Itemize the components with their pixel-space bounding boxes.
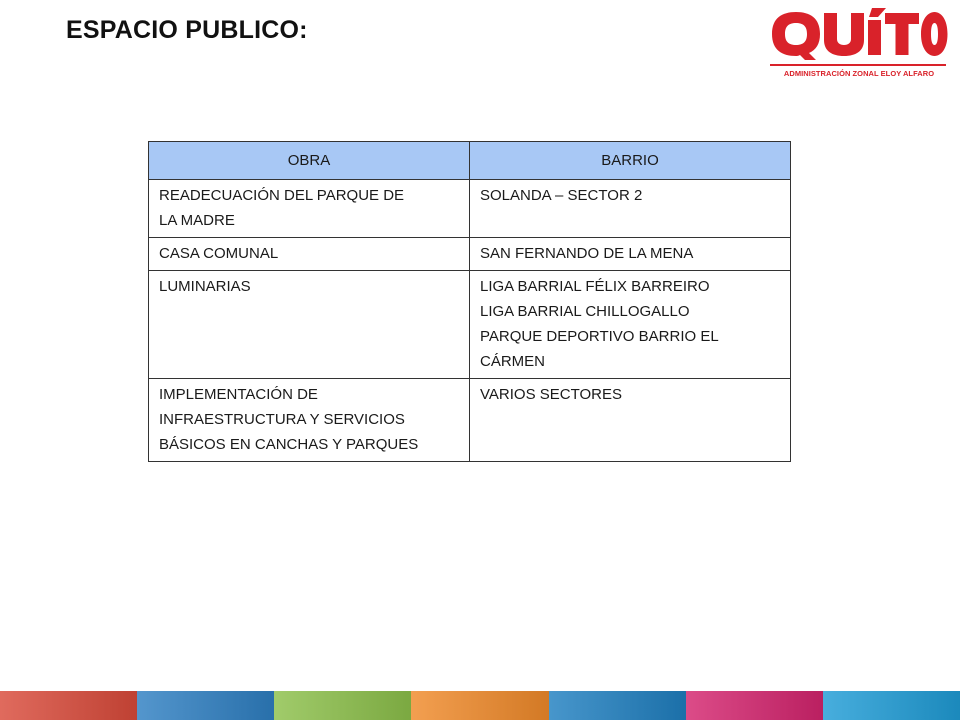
table-row	[149, 271, 791, 379]
page-title: ESPACIO PUBLICO:	[66, 16, 308, 44]
obras-table	[148, 141, 791, 462]
footer-color-strip	[0, 691, 960, 720]
logo-rule	[770, 64, 946, 66]
cell-barrio	[470, 271, 791, 379]
cell-line: BÁSICOS EN CANCHAS Y PARQUES	[159, 436, 419, 453]
cell-obra	[149, 238, 470, 271]
strip-segment	[137, 691, 274, 720]
cell-line: LUMINARIAS	[159, 278, 251, 295]
cell-barrio	[470, 238, 791, 271]
strip-segment	[0, 691, 137, 720]
cell-obra	[149, 271, 470, 379]
cell-line: LIGA BARRIAL FÉLIX BARREIRO	[480, 278, 710, 295]
quito-letters	[772, 8, 948, 60]
cell-obra	[149, 180, 470, 238]
cell-line: PARQUE DEPORTIVO BARRIO EL	[480, 328, 719, 345]
strip-segment	[686, 691, 823, 720]
column-header-barrio: BARRIO	[470, 142, 791, 180]
cell-obra	[149, 379, 470, 462]
logo-subtitle: ADMINISTRACIÓN ZONAL ELOY ALFARO	[783, 69, 935, 78]
table-row	[149, 238, 791, 271]
cell-line: VARIOS SECTORES	[480, 386, 622, 403]
cell-line: IMPLEMENTACIÓN DE	[159, 386, 318, 403]
column-header-obra: OBRA	[149, 142, 470, 180]
cell-line: SOLANDA – SECTOR 2	[480, 187, 643, 204]
cell-line: INFRAESTRUCTURA Y SERVICIOS	[159, 411, 405, 428]
cell-line: READECUACIÓN DEL PARQUE DE	[159, 187, 405, 204]
cell-barrio	[470, 379, 791, 462]
quito-logo	[768, 6, 948, 84]
strip-segment	[823, 691, 960, 720]
cell-line: LIGA BARRIAL CHILLOGALLO	[480, 303, 690, 320]
quito-wordmark-logo	[768, 6, 948, 62]
cell-line: CASA COMUNAL	[159, 245, 279, 262]
table-row	[149, 180, 791, 238]
table-row	[149, 379, 791, 462]
cell-barrio	[470, 180, 791, 238]
cell-line: CÁRMEN	[480, 353, 546, 370]
strip-segment	[549, 691, 686, 720]
obras-table-container	[148, 141, 791, 462]
table-header-row	[149, 142, 791, 180]
cell-line: SAN FERNANDO DE LA MENA	[480, 245, 694, 262]
strip-segment	[274, 691, 411, 720]
strip-segment	[411, 691, 548, 720]
cell-line: LA MADRE	[159, 212, 235, 229]
